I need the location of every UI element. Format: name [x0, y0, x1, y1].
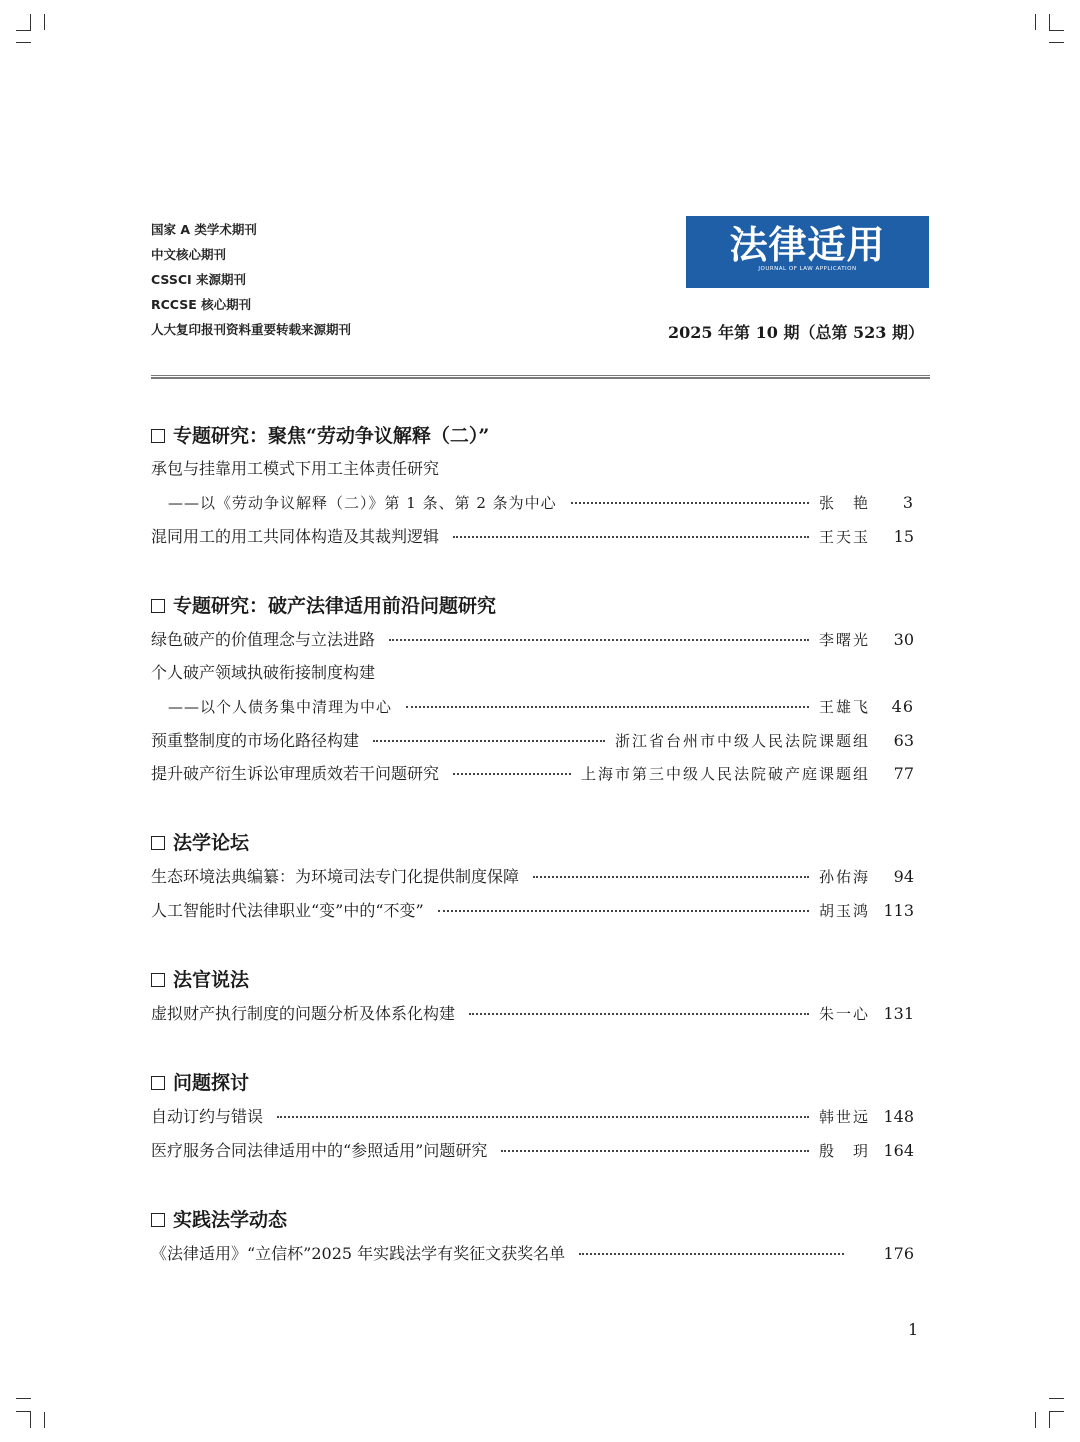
toc-entry-author: 胡玉鸿 — [818, 902, 870, 920]
toc-entry[interactable] — [151, 696, 914, 718]
dot-leader — [571, 502, 809, 504]
toc-entry[interactable] — [151, 866, 914, 888]
toc-entry-page: 30 — [893, 630, 914, 649]
toc-entry[interactable] — [151, 900, 914, 922]
toc-entry-author: 朱一心 — [818, 1005, 870, 1023]
dot-leader — [389, 639, 809, 641]
toc-entry[interactable] — [151, 492, 914, 514]
journal-logo-title: 法律适用 — [729, 222, 886, 267]
dot-leader — [533, 876, 809, 878]
toc-entry-author: 殷 玥 — [818, 1142, 870, 1160]
toc-entry-author: 王天玉 — [818, 528, 870, 546]
toc-entry[interactable] — [151, 730, 914, 752]
page-number: 1 — [908, 1320, 919, 1339]
dot-leader — [501, 1150, 809, 1152]
toc-entry-page: 94 — [893, 867, 914, 886]
section-title: 法官说法 — [151, 968, 249, 992]
toc-entry-author: 李曙光 — [818, 631, 870, 649]
dot-leader — [453, 536, 809, 538]
indexing-item: RCCSE 核心期刊 — [151, 297, 252, 312]
dot-leader — [438, 910, 809, 912]
toc-entry-title: 绿色破产的价值理念与立法进路 — [151, 630, 376, 649]
toc-entry-page: 46 — [891, 697, 914, 716]
indexing-item: 国家 A 类学术期刊 — [151, 222, 257, 237]
toc-entry-title[interactable]: 承包与挂靠用工模式下用工主体责任研究 — [151, 459, 440, 478]
dot-leader — [277, 1116, 809, 1118]
toc-entry[interactable] — [151, 1003, 914, 1025]
toc-entry-title: 人工智能时代法律职业“变”中的“不变” — [151, 901, 424, 920]
section-title: 法学论坛 — [151, 831, 249, 855]
toc-entry-title: 《法律适用》“立信杯”2025 年实践法学有奖征文获奖名单 — [151, 1244, 566, 1263]
dot-leader — [406, 706, 809, 708]
toc-entry[interactable] — [151, 1106, 914, 1128]
toc-entry-author: 浙江省台州市中级人民法院课题组 — [614, 732, 870, 750]
toc-entry-subtitle: ——以个人债务集中清理为中心 — [168, 698, 393, 716]
toc-entry[interactable] — [151, 1140, 914, 1162]
toc-entry-page: 15 — [893, 527, 914, 546]
toc-entry[interactable] — [151, 1243, 914, 1265]
toc-entry-page: 113 — [883, 901, 914, 920]
dot-leader — [453, 773, 571, 775]
checkbox-square-icon — [151, 1213, 165, 1227]
toc-entry-title: 自动订约与错误 — [151, 1107, 264, 1126]
toc-entry-title: 混同用工的用工共同体构造及其裁判逻辑 — [151, 527, 440, 546]
toc-entry-author: 张 艳 — [818, 494, 870, 512]
toc-entry-page: 131 — [883, 1004, 914, 1023]
toc-entry-title: 虚拟财产执行制度的问题分析及体系化构建 — [151, 1004, 456, 1023]
toc-entry[interactable] — [151, 526, 914, 548]
toc-entry-page: 164 — [883, 1141, 914, 1160]
dot-leader — [579, 1253, 844, 1255]
checkbox-square-icon — [151, 1076, 165, 1090]
checkbox-square-icon — [151, 973, 165, 987]
section-title: 问题探讨 — [151, 1071, 249, 1095]
toc-entry-author: 孙佑海 — [818, 868, 870, 886]
indexing-item: 人大复印报刊资料重要转载来源期刊 — [151, 322, 352, 337]
toc-entry-author: 上海市第三中级人民法院破产庭课题组 — [580, 765, 870, 783]
indexing-item: 中文核心期刊 — [151, 247, 227, 262]
toc-entry[interactable] — [151, 629, 914, 651]
section-title: 专题研究：聚焦“劳动争议解释（二）” — [151, 424, 489, 448]
toc-entry-author: 韩世远 — [818, 1108, 870, 1126]
toc-entry-title[interactable]: 个人破产领域执破衔接制度构建 — [151, 663, 376, 682]
indexing-item: CSSCI 来源期刊 — [151, 272, 247, 287]
toc-entry-title: 预重整制度的市场化路径构建 — [151, 731, 360, 750]
issue-number: 2025 年第 10 期（总第 523 期） — [667, 323, 924, 342]
checkbox-square-icon — [151, 836, 165, 850]
checkbox-square-icon — [151, 429, 165, 443]
toc-entry-page: 77 — [893, 764, 914, 783]
toc-entry-page: 148 — [883, 1107, 914, 1126]
toc-entry-author: 王雄飞 — [818, 698, 870, 716]
toc-entry-page: 176 — [883, 1244, 914, 1263]
toc-entry-page: 3 — [902, 493, 914, 512]
toc-entry-page: 63 — [893, 731, 914, 750]
dot-leader — [469, 1013, 809, 1015]
journal-logo — [686, 216, 929, 288]
toc-entry-subtitle: ——以《劳动争议解释（二）》第 1 条、第 2 条为中心 — [168, 494, 557, 512]
journal-logo-subtitle: JOURNAL OF LAW APPLICATION — [758, 266, 857, 272]
toc-entry-title: 生态环境法典编纂：为环境司法专门化提供制度保障 — [151, 867, 520, 886]
toc-entry-title: 提升破产衍生诉讼审理质效若干问题研究 — [151, 764, 440, 783]
toc-entry[interactable] — [151, 763, 914, 785]
dot-leader — [373, 740, 605, 742]
indexing-list — [151, 217, 351, 342]
section-title: 专题研究：破产法律适用前沿问题研究 — [151, 594, 496, 618]
checkbox-square-icon — [151, 599, 165, 613]
toc-entry-title: 医疗服务合同法律适用中的“参照适用”问题研究 — [151, 1141, 488, 1160]
section-title: 实践法学动态 — [151, 1208, 287, 1232]
